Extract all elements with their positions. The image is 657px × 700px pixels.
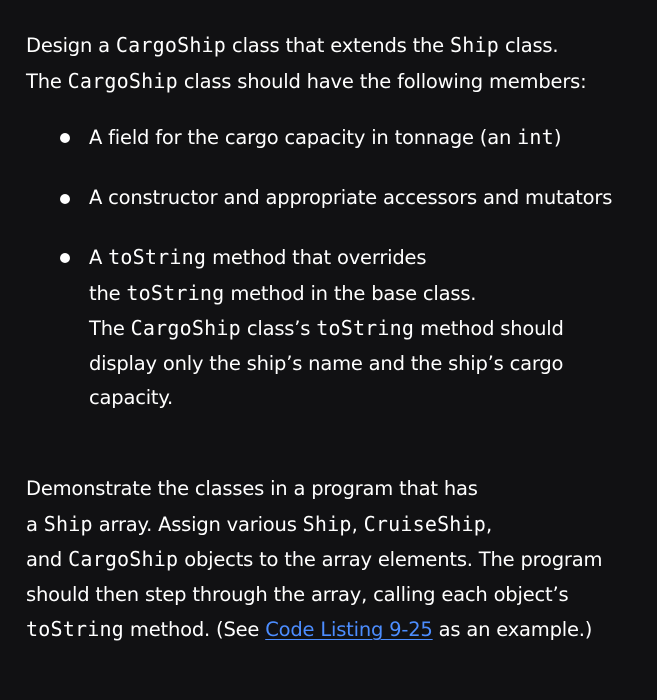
code-tostring: toString bbox=[126, 280, 225, 305]
list-item bbox=[0, 120, 629, 156]
item-text: A bbox=[89, 246, 109, 269]
outro-text: objects to the array elements. The program should then step through the array, calling each object’s bbox=[26, 548, 603, 606]
outro-text: and bbox=[26, 548, 69, 571]
requirements-list bbox=[0, 120, 657, 416]
code-tostring: toString bbox=[316, 316, 415, 340]
outro-text: Demonstrate the classes in a program that has bbox=[26, 477, 478, 500]
code-ship: Ship bbox=[43, 511, 93, 536]
bullet-icon bbox=[60, 194, 70, 204]
outro-text: a bbox=[26, 512, 44, 536]
item-text: The bbox=[89, 317, 131, 340]
outro-text: method. (See bbox=[123, 618, 266, 641]
bullet-icon bbox=[60, 253, 70, 263]
code-cargoship: CargoShip bbox=[130, 316, 241, 340]
item-text: ) bbox=[553, 126, 562, 149]
item-text: A constructor and appropriate accessors and mutators bbox=[89, 185, 613, 209]
code-cargoship: CargoShip bbox=[67, 68, 178, 93]
item-text: class’s bbox=[240, 317, 317, 340]
item-text: method in the base class. bbox=[224, 281, 477, 305]
intro-paragraph bbox=[26, 28, 646, 99]
code-listing-link[interactable]: Code Listing 9-25 bbox=[265, 618, 433, 641]
outro-text: , bbox=[486, 512, 493, 536]
item-text: method that overrides bbox=[206, 246, 427, 269]
outro-text: as an example.) bbox=[432, 618, 593, 641]
intro-text: class that extends the bbox=[226, 34, 450, 57]
list-item bbox=[0, 240, 629, 416]
intro-text: class should have the following members: bbox=[177, 69, 587, 93]
code-tostring: toString bbox=[108, 245, 207, 269]
code-cargoship: CargoShip bbox=[115, 33, 227, 57]
intro-text: The bbox=[26, 69, 68, 93]
bullet-icon bbox=[60, 133, 70, 143]
outro-paragraph bbox=[26, 472, 646, 648]
intro-text: Design a bbox=[26, 34, 116, 57]
outro-text: array. Assign various bbox=[92, 512, 303, 536]
code-ship: Ship bbox=[302, 511, 352, 536]
item-text: A field for the cargo capacity in tonnage (an bbox=[89, 126, 518, 149]
intro-text: class. bbox=[498, 34, 559, 57]
code-ship: Ship bbox=[449, 33, 499, 57]
code-cargoship: CargoShip bbox=[68, 547, 179, 571]
outro-text: , bbox=[351, 512, 364, 536]
item-text: the bbox=[89, 281, 127, 305]
list-item bbox=[0, 181, 629, 216]
item-text: method should display only the ship’s name and the ship’s cargo capacity. bbox=[89, 317, 564, 409]
code-int: int bbox=[517, 125, 554, 149]
code-cruiseship: CruiseShip bbox=[363, 511, 487, 536]
code-tostring: toString bbox=[26, 617, 124, 641]
